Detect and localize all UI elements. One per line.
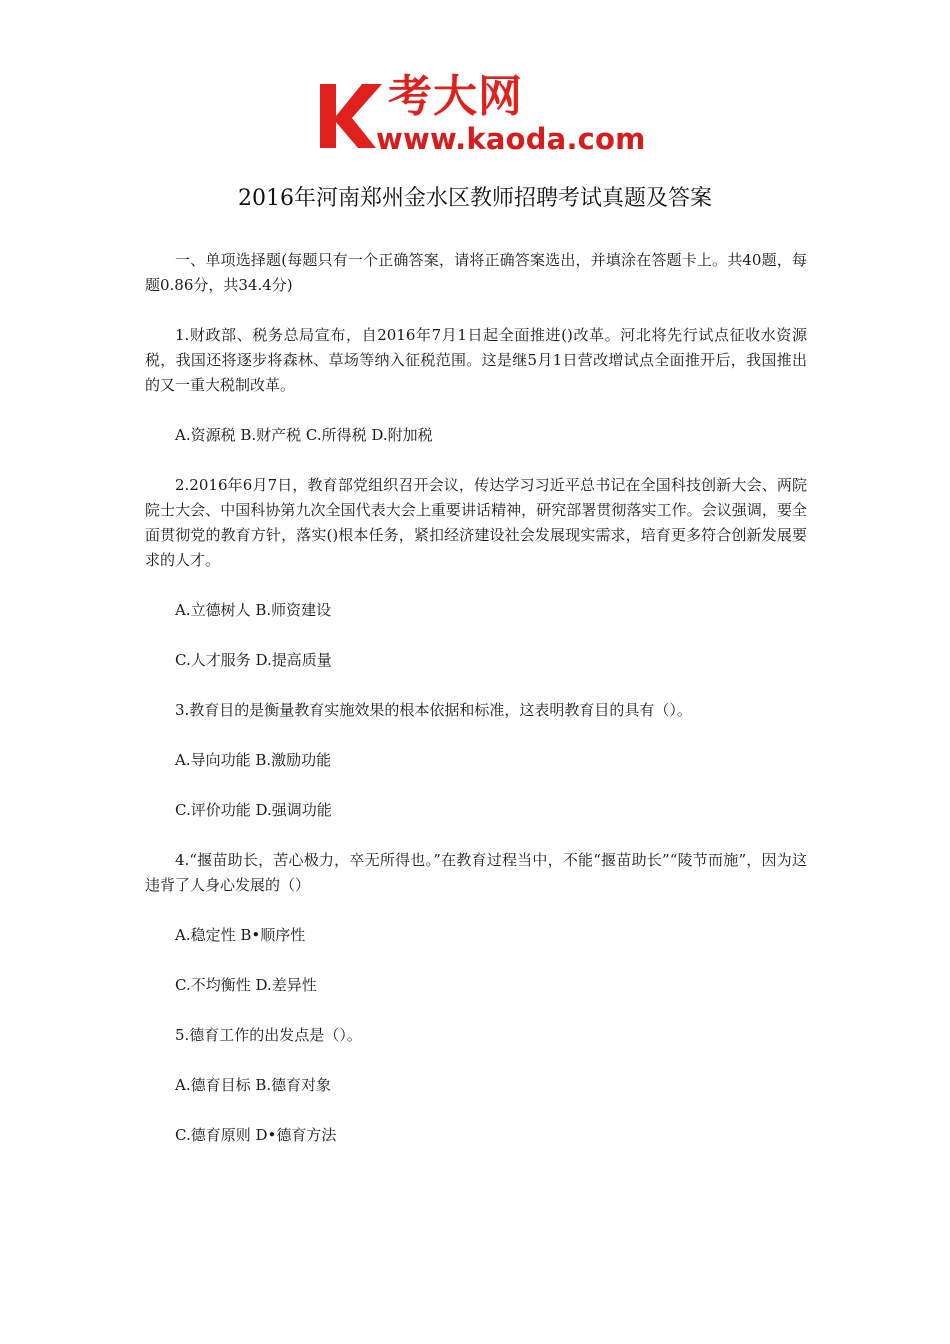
question-4: 4.“揠苗助长，苦心极力，卒无所得也。”在教育过程当中，不能“揠苗助长”“陵节而施”，因为这违背了人身心发展的（）: [145, 851, 807, 894]
question-5-options-cd: C.德育原则 D•德育方法: [175, 1126, 337, 1144]
question-4-options-ab: A.稳定性 B•顺序性: [175, 926, 306, 944]
question-3-options-cd: C.评价功能 D.强调功能: [175, 801, 332, 819]
question-1: 1.财政部、税务总局宣布，自2016年7月1日起全面推进()改革。河北将先行试点征收水资源税，我国还将逐步将森林、草场等纳入征税范围。这是继5月1日营改增试点全面推开后，我国推出的又一重大税制改革。: [145, 326, 807, 394]
question-3-options-ab: A.导向功能 B.激励功能: [175, 751, 332, 769]
logo-url-text: www.kaoda.com: [376, 122, 646, 156]
document-title: 2016年河南郑州金水区教师招聘考试真题及答案: [238, 186, 712, 211]
logo-chinese-text: 考大网: [388, 71, 523, 122]
question-1-options: A.资源税 B.财产税 C.所得税 D.附加税: [175, 426, 433, 444]
question-5-options-ab: A.德育目标 B.德育对象: [175, 1076, 332, 1094]
question-2-options-cd: C.人才服务 D.提高质量: [175, 651, 332, 669]
question-4-options-cd: C.不均衡性 D.差异性: [175, 976, 317, 994]
kaoda-logo: [318, 71, 646, 162]
question-2: 2.2016年6月7日，教育部党组织召开会议，传达学习习近平总书记在全国科技创新大会、两院院士大会、中国科协第九次全国代表大会上重要讲话精神，研究部署贯彻落实工作。会议强调，要全面贯彻党的教育方针，落实()根本任务，紧扣经济建设社会发展现实需求，培育更多符合创新发展要求的人才。: [145, 476, 807, 569]
document-body: [145, 248, 807, 1148]
question-5: 5.德育工作的出发点是（）。: [175, 1026, 362, 1044]
question-3: 3.教育目的是衡量教育实施效果的根本依据和标准，这表明教育目的具有（）。: [175, 701, 692, 719]
question-2-options-ab: A.立德树人 B.师资建设: [175, 601, 332, 619]
section-heading: 一、单项选择题(每题只有一个正确答案，请将正确答案选出，并填涂在答题卡上。共40题，每题0.86分，共34.4分): [145, 251, 807, 294]
